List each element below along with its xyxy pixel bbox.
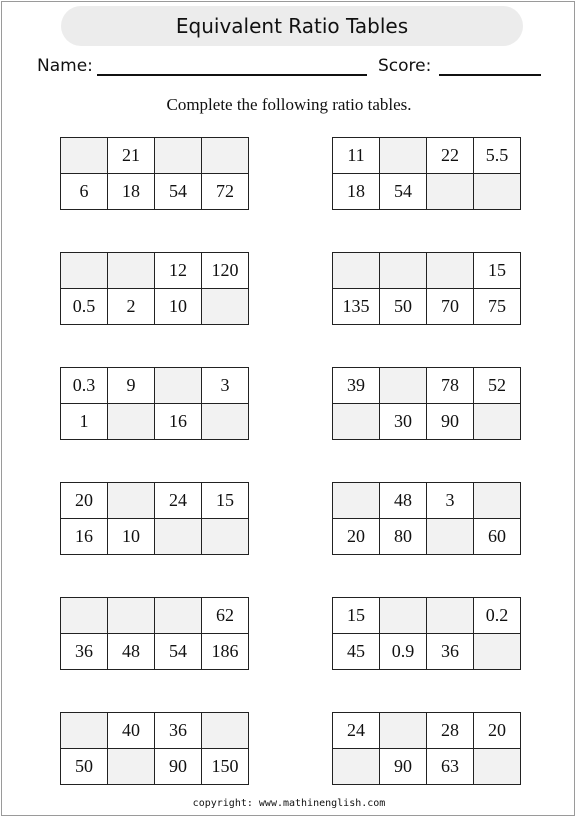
blank-cell[interactable] bbox=[474, 483, 521, 519]
ratio-row-bottom bbox=[333, 519, 521, 555]
ratio-row-bottom bbox=[61, 174, 249, 210]
ratio-table bbox=[60, 252, 249, 325]
value-cell: 16 bbox=[61, 519, 108, 555]
value-cell: 90 bbox=[155, 749, 202, 785]
value-cell: 62 bbox=[202, 598, 249, 634]
ratio-row-top bbox=[61, 713, 249, 749]
blank-cell[interactable] bbox=[61, 598, 108, 634]
value-cell: 45 bbox=[333, 634, 380, 670]
value-cell: 75 bbox=[474, 289, 521, 325]
ratio-table bbox=[332, 252, 521, 325]
value-cell: 15 bbox=[474, 253, 521, 289]
instruction-text: Complete the following ratio tables. bbox=[166, 95, 412, 114]
blank-cell[interactable] bbox=[202, 138, 249, 174]
ratio-table bbox=[332, 597, 521, 670]
name-label: Name: bbox=[37, 56, 93, 76]
value-cell: 0.9 bbox=[380, 634, 427, 670]
ratio-row-top bbox=[333, 138, 521, 174]
value-cell: 70 bbox=[427, 289, 474, 325]
blank-cell[interactable] bbox=[333, 483, 380, 519]
value-cell: 78 bbox=[427, 368, 474, 404]
value-cell: 80 bbox=[380, 519, 427, 555]
value-cell: 20 bbox=[474, 713, 521, 749]
value-cell: 3 bbox=[202, 368, 249, 404]
ratio-row-bottom bbox=[333, 634, 521, 670]
ratio-row-top bbox=[333, 368, 521, 404]
value-cell: 9 bbox=[108, 368, 155, 404]
value-cell: 36 bbox=[427, 634, 474, 670]
ratio-row-top bbox=[333, 253, 521, 289]
value-cell: 90 bbox=[427, 404, 474, 440]
value-cell: 54 bbox=[155, 174, 202, 210]
value-cell: 186 bbox=[202, 634, 249, 670]
value-cell: 18 bbox=[108, 174, 155, 210]
ratio-row-bottom bbox=[61, 749, 249, 785]
blank-cell[interactable] bbox=[427, 253, 474, 289]
ratio-row-bottom bbox=[61, 404, 249, 440]
blank-cell[interactable] bbox=[380, 598, 427, 634]
value-cell: 0.2 bbox=[474, 598, 521, 634]
blank-cell[interactable] bbox=[108, 253, 155, 289]
ratio-row-top bbox=[61, 138, 249, 174]
blank-cell[interactable] bbox=[427, 519, 474, 555]
ratio-row-top bbox=[333, 483, 521, 519]
blank-cell[interactable] bbox=[380, 138, 427, 174]
ratio-table bbox=[332, 712, 521, 785]
value-cell: 50 bbox=[61, 749, 108, 785]
value-cell: 54 bbox=[155, 634, 202, 670]
value-cell: 2 bbox=[108, 289, 155, 325]
blank-cell[interactable] bbox=[108, 404, 155, 440]
value-cell: 60 bbox=[474, 519, 521, 555]
blank-cell[interactable] bbox=[61, 713, 108, 749]
blank-cell[interactable] bbox=[61, 253, 108, 289]
value-cell: 40 bbox=[108, 713, 155, 749]
ratio-row-bottom bbox=[333, 404, 521, 440]
value-cell: 6 bbox=[61, 174, 108, 210]
ratio-row-bottom bbox=[61, 289, 249, 325]
value-cell: 150 bbox=[202, 749, 249, 785]
score-blank-line[interactable] bbox=[439, 74, 541, 76]
value-cell: 90 bbox=[380, 749, 427, 785]
blank-cell[interactable] bbox=[333, 253, 380, 289]
blank-cell[interactable] bbox=[108, 483, 155, 519]
ratio-row-top bbox=[61, 253, 249, 289]
blank-cell[interactable] bbox=[202, 519, 249, 555]
blank-cell[interactable] bbox=[474, 174, 521, 210]
ratio-row-top bbox=[333, 713, 521, 749]
value-cell: 1 bbox=[61, 404, 108, 440]
worksheet-title: Equivalent Ratio Tables bbox=[61, 6, 523, 46]
value-cell: 72 bbox=[202, 174, 249, 210]
value-cell: 120 bbox=[202, 253, 249, 289]
blank-cell[interactable] bbox=[427, 174, 474, 210]
value-cell: 5.5 bbox=[474, 138, 521, 174]
value-cell: 48 bbox=[108, 634, 155, 670]
value-cell: 10 bbox=[108, 519, 155, 555]
blank-cell[interactable] bbox=[202, 713, 249, 749]
ratio-row-top bbox=[61, 483, 249, 519]
ratio-row-top bbox=[333, 598, 521, 634]
ratio-table bbox=[60, 367, 249, 440]
value-cell: 50 bbox=[380, 289, 427, 325]
copyright-footer: copyright: www.mathinenglish.com bbox=[192, 798, 386, 809]
ratio-table bbox=[60, 597, 249, 670]
ratio-table bbox=[332, 137, 521, 210]
value-cell: 10 bbox=[155, 289, 202, 325]
ratio-table bbox=[60, 712, 249, 785]
blank-cell[interactable] bbox=[108, 749, 155, 785]
ratio-table bbox=[60, 137, 249, 210]
value-cell: 24 bbox=[155, 483, 202, 519]
ratio-row-bottom bbox=[61, 634, 249, 670]
value-cell: 24 bbox=[333, 713, 380, 749]
ratio-row-bottom bbox=[333, 749, 521, 785]
ratio-row-top bbox=[61, 598, 249, 634]
value-cell: 3 bbox=[427, 483, 474, 519]
blank-cell[interactable] bbox=[474, 404, 521, 440]
value-cell: 12 bbox=[155, 253, 202, 289]
blank-cell[interactable] bbox=[155, 138, 202, 174]
value-cell: 36 bbox=[61, 634, 108, 670]
blank-cell[interactable] bbox=[202, 404, 249, 440]
ratio-row-bottom bbox=[333, 289, 521, 325]
blank-cell[interactable] bbox=[108, 598, 155, 634]
value-cell: 15 bbox=[333, 598, 380, 634]
blank-cell[interactable] bbox=[333, 749, 380, 785]
blank-cell[interactable] bbox=[202, 289, 249, 325]
blank-cell[interactable] bbox=[155, 598, 202, 634]
ratio-row-bottom bbox=[333, 174, 521, 210]
value-cell: 0.5 bbox=[61, 289, 108, 325]
value-cell: 48 bbox=[380, 483, 427, 519]
name-blank-line[interactable] bbox=[97, 74, 367, 76]
ratio-row-top bbox=[61, 368, 249, 404]
value-cell: 15 bbox=[202, 483, 249, 519]
value-cell: 21 bbox=[108, 138, 155, 174]
blank-cell[interactable] bbox=[333, 404, 380, 440]
ratio-table bbox=[332, 367, 521, 440]
ratio-row-bottom bbox=[61, 519, 249, 555]
value-cell: 30 bbox=[380, 404, 427, 440]
blank-cell[interactable] bbox=[155, 368, 202, 404]
blank-cell[interactable] bbox=[474, 749, 521, 785]
ratio-table bbox=[332, 482, 521, 555]
blank-cell[interactable] bbox=[380, 253, 427, 289]
value-cell: 135 bbox=[333, 289, 380, 325]
blank-cell[interactable] bbox=[427, 598, 474, 634]
blank-cell[interactable] bbox=[155, 519, 202, 555]
value-cell: 52 bbox=[474, 368, 521, 404]
blank-cell[interactable] bbox=[380, 713, 427, 749]
score-label: Score: bbox=[378, 56, 432, 76]
value-cell: 18 bbox=[333, 174, 380, 210]
value-cell: 63 bbox=[427, 749, 474, 785]
ratio-table bbox=[60, 482, 249, 555]
value-cell: 20 bbox=[333, 519, 380, 555]
value-cell: 16 bbox=[155, 404, 202, 440]
value-cell: 11 bbox=[333, 138, 380, 174]
value-cell: 39 bbox=[333, 368, 380, 404]
value-cell: 36 bbox=[155, 713, 202, 749]
value-cell: 28 bbox=[427, 713, 474, 749]
blank-cell[interactable] bbox=[61, 138, 108, 174]
blank-cell[interactable] bbox=[380, 368, 427, 404]
value-cell: 20 bbox=[61, 483, 108, 519]
blank-cell[interactable] bbox=[474, 634, 521, 670]
value-cell: 0.3 bbox=[61, 368, 108, 404]
value-cell: 22 bbox=[427, 138, 474, 174]
value-cell: 54 bbox=[380, 174, 427, 210]
